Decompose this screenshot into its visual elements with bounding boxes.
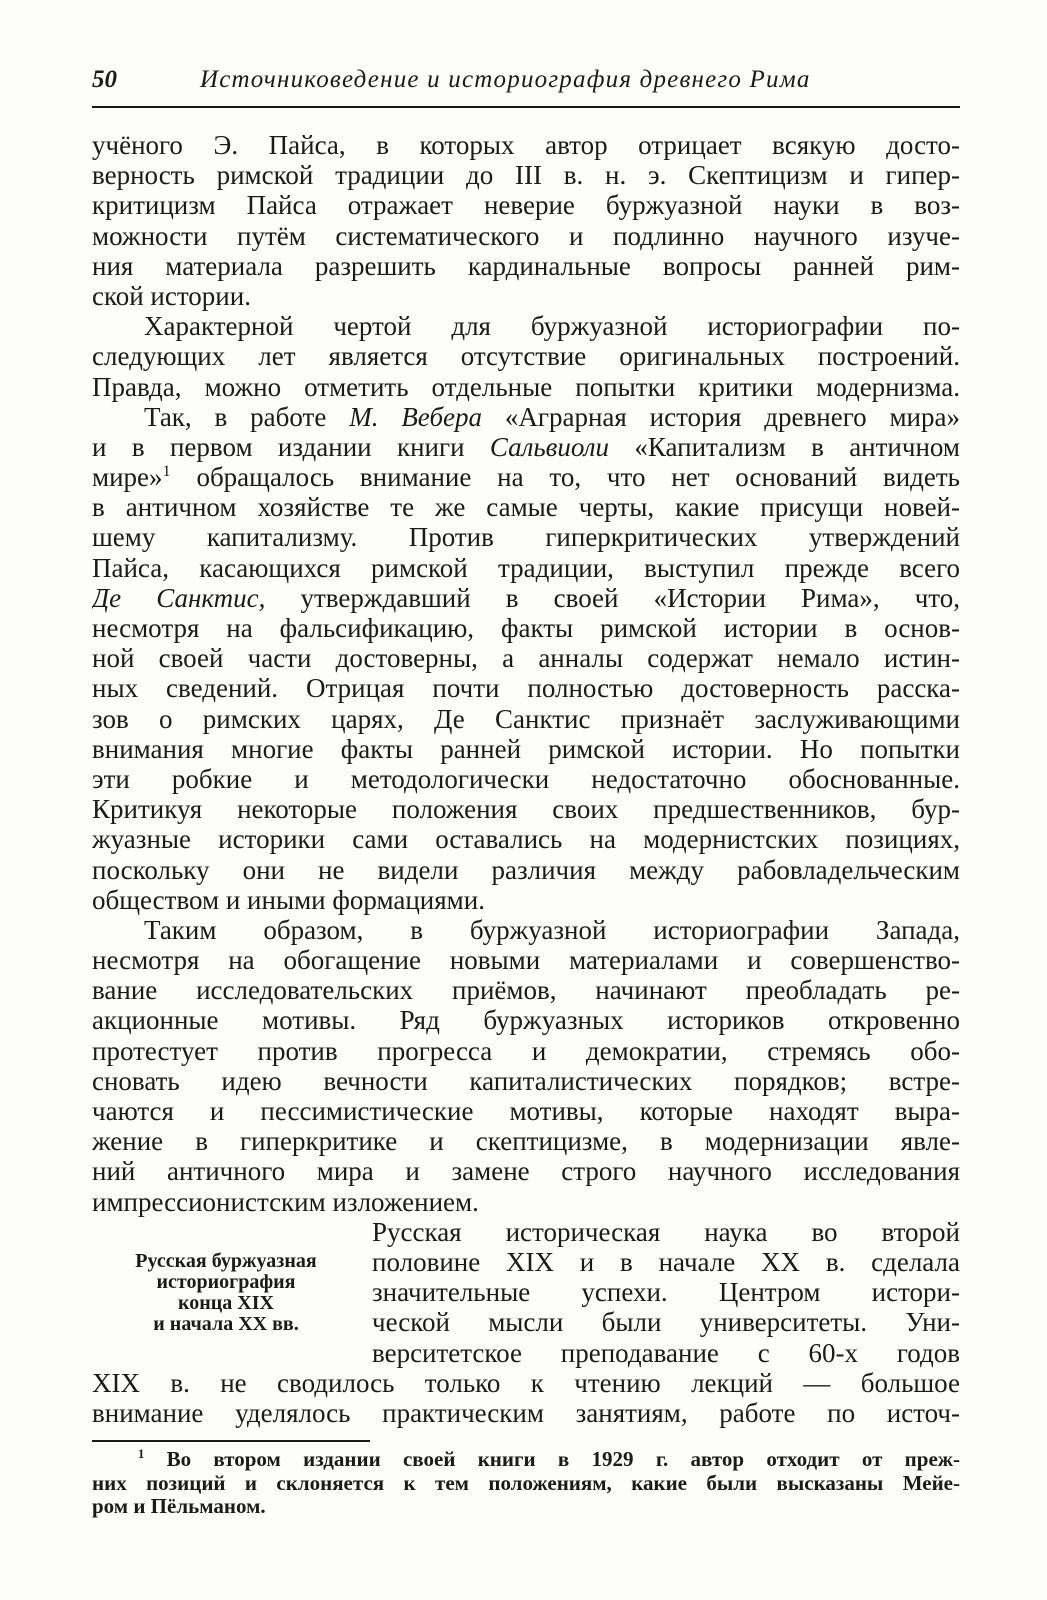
text-line bbox=[92, 583, 960, 613]
text-line bbox=[92, 402, 960, 432]
text-line: несмотря на обогащение новыми материалами и совершенство- bbox=[92, 945, 960, 976]
text-line: следующих лет является отсутствие оригинальных построений. bbox=[92, 341, 960, 372]
paragraph-3 bbox=[92, 402, 960, 915]
text-line: протестует против прогресса и демократии, стремясь обо- bbox=[92, 1035, 960, 1066]
text-span: Так, в работе bbox=[144, 401, 350, 432]
text-line: обществом и иными формациями. bbox=[92, 884, 485, 915]
paragraph-2 bbox=[92, 311, 960, 402]
text-line: поскольку они не видели различия между рабовладельческим bbox=[92, 854, 960, 885]
section-continuation bbox=[92, 1368, 960, 1428]
author-name: М. Вебера bbox=[349, 401, 483, 432]
text-line: ной своей части достоверны, а анналы содержат немало истин- bbox=[92, 643, 960, 674]
side-heading-line: Русская буржуазная bbox=[135, 1249, 317, 1272]
text-line: в античном хозяйстве те же самые черты, какие присущи новей- bbox=[92, 492, 960, 523]
text-line: импрессионистским изложением. bbox=[92, 1186, 479, 1217]
text-line: ния материала разрешить кардинальные вопросы ранней рим- bbox=[92, 250, 960, 281]
text-line: Русская историческая наука во второй bbox=[372, 1216, 960, 1247]
section-russian-historiography bbox=[92, 1217, 960, 1368]
text-line: Правда, можно отметить отдельные попытки критики модернизма. bbox=[92, 371, 960, 402]
text-line bbox=[92, 462, 960, 492]
text-line: сновать идею вечности капиталистических порядков; встре- bbox=[92, 1065, 960, 1096]
footnote-line bbox=[92, 1448, 960, 1472]
text-line: критицизм Пайса отражает неверие буржуазной науки в воз- bbox=[92, 190, 960, 221]
footnote-rule bbox=[92, 1440, 370, 1442]
text-line: Пайса, касающихся римской традиции, выступил прежде всего bbox=[92, 552, 960, 583]
text-span: «Аграрная история древнего мира» bbox=[482, 401, 960, 432]
text-line: чаются и пессимистические мотивы, которые находят выра- bbox=[92, 1096, 960, 1126]
text-line: акционные мотивы. Ряд буржуазных историков откровенно bbox=[92, 1005, 960, 1036]
text-line: можности путём систематического и подлинно научного изуче- bbox=[92, 220, 960, 251]
text-line: XIX в. не сводилось только к чтению лекций — большое bbox=[92, 1367, 960, 1398]
paragraph-1 bbox=[92, 130, 960, 311]
text-line: внимание уделялось практическим занятиям, работе по источ- bbox=[92, 1397, 960, 1428]
text-span: «Капитализм в античном bbox=[608, 431, 960, 462]
side-heading-line: и начала XX вв. bbox=[153, 1312, 299, 1335]
author-name: Сальвиоли bbox=[489, 431, 609, 462]
header-rule bbox=[92, 106, 960, 108]
text-line: шему капитализму. Против гиперкритических утверждений bbox=[92, 522, 960, 553]
text-line: значительные успехи. Центром истори- bbox=[372, 1277, 960, 1308]
text-line: учёного Э. Пайса, в которых автор отрицает всякую досто- bbox=[92, 130, 960, 160]
text-span: мире» bbox=[92, 462, 163, 493]
text-line: жуазные историки сами оставались на модернистских позициях, bbox=[92, 824, 960, 855]
text-line: ческой мысли были университеты. Уни- bbox=[372, 1307, 960, 1338]
footnote-mark: 1 bbox=[138, 1448, 145, 1462]
text-line: Характерной чертой для буржуазной историографии по- bbox=[144, 311, 960, 342]
author-name: Де Санктис, bbox=[92, 582, 266, 613]
text-span: Во втором издании своей книги в 1929 г. автор отходит от преж- bbox=[144, 1448, 960, 1472]
text-line bbox=[92, 432, 960, 462]
footnote bbox=[92, 1448, 960, 1519]
page-number: 50 bbox=[92, 66, 117, 93]
side-heading-line: историография bbox=[156, 1270, 296, 1293]
text-line: жение в гиперкритике и скептицизме, в модернизации явле- bbox=[92, 1126, 960, 1157]
side-text bbox=[372, 1217, 960, 1368]
text-line: верситетское преподавание с 60-х годов bbox=[372, 1337, 960, 1368]
text-line: Критикуя некоторые положения своих предшественников, бур- bbox=[92, 794, 960, 825]
text-line: ных сведений. Отрицая почти полностью достоверность расска- bbox=[92, 673, 960, 704]
text-line: ний античного мира и замене строго научного исследования bbox=[92, 1156, 960, 1187]
footnote-reference: 1 bbox=[162, 462, 171, 481]
text-span: утверждавший в своей «Истории Рима», что, bbox=[265, 582, 960, 613]
side-heading bbox=[92, 1217, 360, 1335]
text-line: ской истории. bbox=[92, 280, 251, 311]
running-title: Источниковедение и историография древнего Рима bbox=[200, 66, 811, 93]
text-line: несмотря на фальсификацию, факты римской истории в основ- bbox=[92, 613, 960, 643]
text-line: вание исследовательских приёмов, начинают преобладать ре- bbox=[92, 975, 960, 1006]
text-line: половине XIX и в начале XX в. сделала bbox=[372, 1246, 960, 1277]
text-line: зов о римских царях, Де Санктис признаёт заслуживающими bbox=[92, 703, 960, 734]
text-line: верность римской традиции до III в. н. э. Скептицизм и гипер- bbox=[92, 160, 960, 191]
text-line: эти робкие и методологически недостаточно обоснованные. bbox=[92, 763, 960, 794]
running-header bbox=[92, 66, 960, 100]
page bbox=[92, 66, 960, 1519]
text-line: внимания многие факты ранней римской истории. Но попытки bbox=[92, 733, 960, 764]
text-span: и в первом издании книги bbox=[92, 431, 490, 462]
footnote-line: них позиций и склоняется к тем положениям, какие были высказаны Мейе- bbox=[92, 1471, 960, 1495]
side-heading-line: конца XIX bbox=[178, 1291, 274, 1314]
footnote-line: ром и Пёльманом. bbox=[92, 1495, 266, 1519]
text-span: обращалось внимание на то, что нет оснований видеть bbox=[170, 462, 960, 493]
text-line: Таким образом, в буржуазной историографии Запада, bbox=[144, 914, 960, 945]
paragraph-4 bbox=[92, 915, 960, 1217]
